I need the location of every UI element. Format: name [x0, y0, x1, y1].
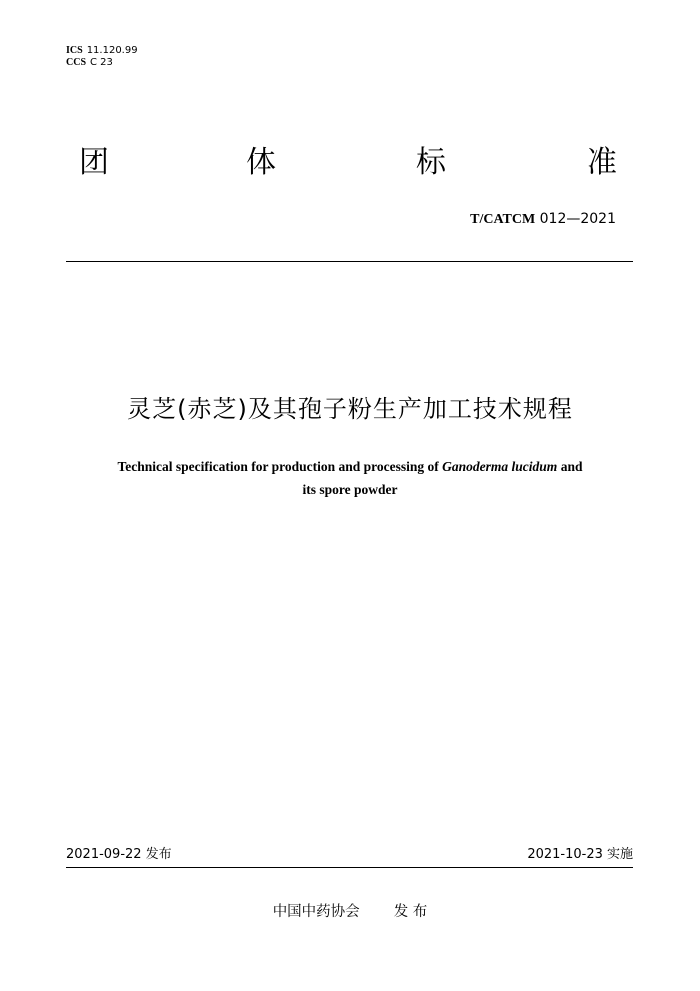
ics-value: 11.120.99 — [86, 45, 138, 56]
title-english-line-2: its spore powder — [302, 482, 398, 497]
top-divider — [66, 261, 633, 262]
title-english-line-1 — [60, 455, 640, 478]
standard-code — [470, 210, 616, 229]
title-english-end: and — [560, 459, 583, 474]
bottom-divider — [66, 867, 633, 868]
release-date: 2021-09-22 发布 — [66, 847, 172, 862]
ccs-line — [66, 57, 138, 69]
standard-type-char-2: 体 — [246, 145, 276, 180]
issuer — [0, 902, 700, 922]
implementation-date: 2021-10-23 实施 — [527, 847, 633, 862]
standard-type-char-3: 标 — [416, 145, 446, 180]
issuer-action: 发 布 — [393, 904, 428, 920]
ics-ccs-block — [66, 45, 138, 69]
ccs-label: CCS — [66, 57, 87, 68]
standard-type-char-4: 准 — [587, 145, 617, 180]
standard-code-number: 012—2021 — [539, 211, 616, 227]
ics-label: ICS — [66, 45, 83, 56]
title-english-start: Technical specification for production and processing of — [117, 459, 439, 474]
issuer-name: 中国中药协会 — [272, 904, 360, 920]
standard-type-char-1: 团 — [79, 145, 109, 180]
ics-line — [66, 45, 138, 57]
standard-code-prefix: T/CATCM — [470, 212, 536, 227]
title-chinese: 灵芝(赤芝)及其孢子粉生产加工技术规程 — [127, 395, 573, 423]
title-english-species: Ganoderma lucidum — [442, 459, 558, 474]
title-english — [60, 455, 640, 501]
ccs-value: C 23 — [90, 57, 113, 68]
